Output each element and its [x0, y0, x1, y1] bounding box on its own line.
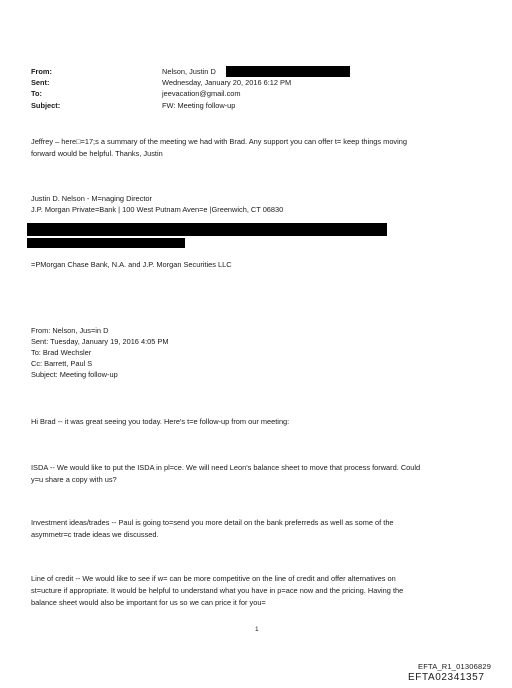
- credit-line-2: st=ucture if appropriate. It would be helpful to understand what you have in p=ace now and the pricing. Having the: [31, 586, 404, 595]
- forwarded-sent: Sent: Tuesday, January 19, 2016 4:05 PM: [31, 337, 169, 346]
- subject-value: FW: Meeting follow-up: [162, 101, 236, 110]
- to-label: To:: [31, 89, 42, 98]
- forwarded-cc: Cc: Barrett, Paul S: [31, 359, 93, 368]
- sent-label: Sent:: [31, 78, 50, 87]
- investment-line-2: asymmetr=c trade ideas we discussed.: [31, 530, 159, 539]
- footer-id-large: EFTA02341357: [408, 672, 485, 683]
- signature-line-1: Justin D. Nelson - M=naging Director: [31, 194, 152, 203]
- credit-line-3: balance sheet would also be important for us so we can price it for you=: [31, 598, 266, 607]
- forwarded-subject: Subject: Meeting follow-up: [31, 370, 118, 379]
- forwarded-to: To: Brad Wechsler: [31, 348, 92, 357]
- from-value: Nelson, Justin D: [162, 67, 216, 76]
- from-label: From:: [31, 67, 52, 76]
- intro-line-2: forward would be helpful. Thanks, Justin: [31, 149, 163, 158]
- subject-label: Subject:: [31, 101, 61, 110]
- isda-line-2: y=u share a copy with us?: [31, 475, 117, 484]
- credit-line-1: Line of credit -- We would like to see if w= can be more competitive on the line of credit and offer alternatives on: [31, 574, 396, 583]
- investment-line-1: Investment ideas/trades -- Paul is going to=send you more detail on the bank preferreds as well as some of the: [31, 518, 394, 527]
- redaction-bar-2: [27, 238, 185, 248]
- to-value: jeevacation@gmail.com: [162, 89, 241, 98]
- forwarded-from: From: Nelson, Jus=in D: [31, 326, 109, 335]
- sent-value: Wednesday, January 20, 2016 6:12 PM: [162, 78, 292, 87]
- redaction-from-email: [226, 66, 350, 77]
- signature-line-2: J.P. Morgan Private=Bank | 100 West Putnam Aven=e |Greenwich, CT 06830: [31, 205, 284, 214]
- footer-id-small: EFTA_R1_01306829: [418, 662, 492, 671]
- page-number: 1: [255, 626, 259, 633]
- isda-line-1: ISDA -- We would like to put the ISDA in pl=ce. We will need Leon's balance sheet to move that process forward. Could: [31, 463, 421, 472]
- company-line: =PMorgan Chase Bank, N.A. and J.P. Morgan Securities LLC: [31, 260, 232, 269]
- redaction-bar-1: [27, 223, 387, 236]
- greeting-line: Hi Brad -- it was great seeing you today. Here's t=e follow-up from our meeting:: [31, 417, 290, 426]
- intro-line-1: Jeffrey – here□=17;s a summary of the meeting we had with Brad. Any support you can offer t= keep things moving: [31, 137, 407, 146]
